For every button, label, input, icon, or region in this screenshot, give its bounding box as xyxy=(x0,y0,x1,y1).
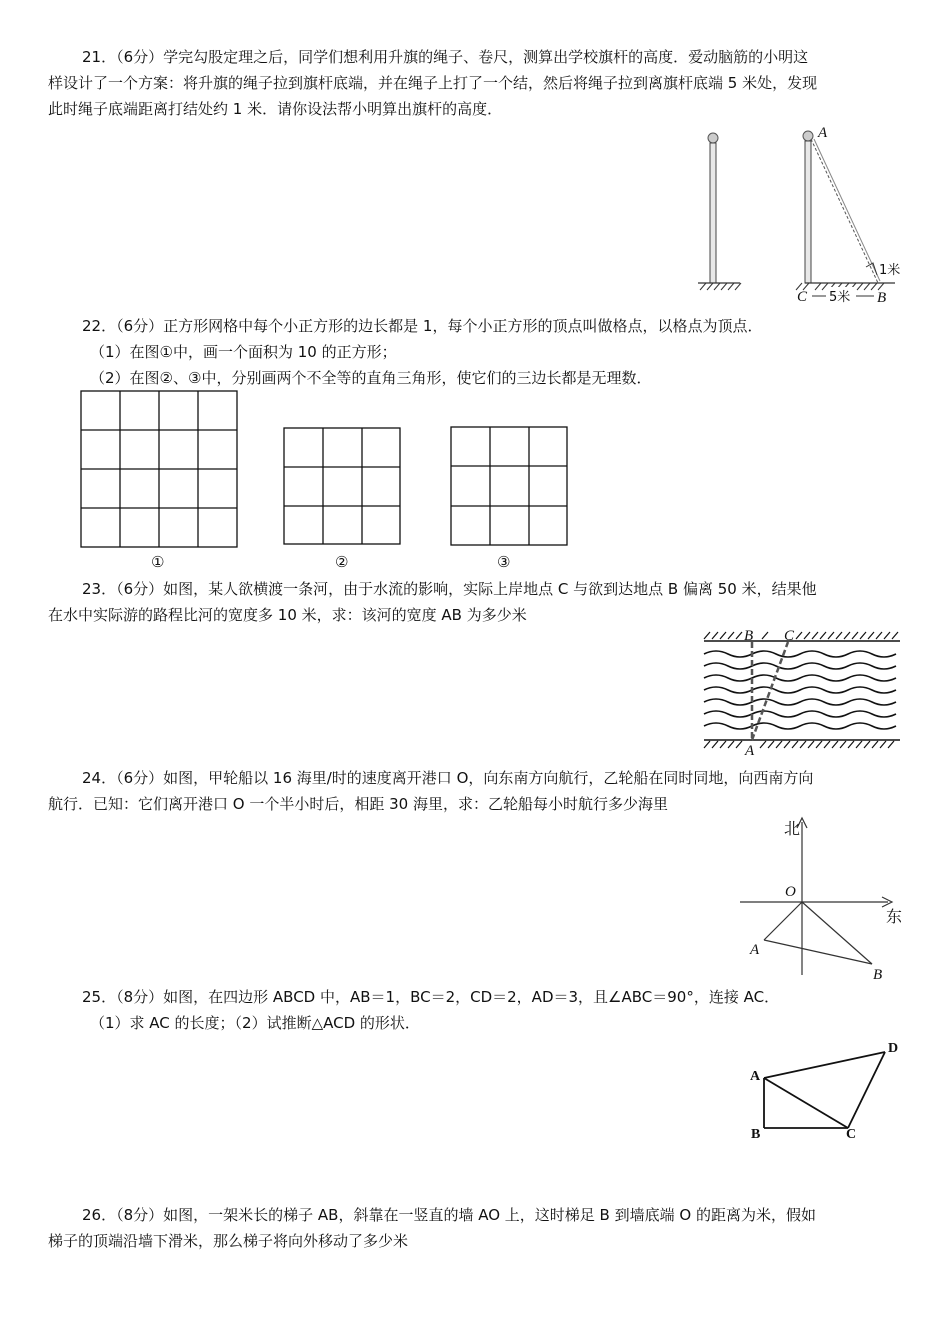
q21-line-3: 此时绳子底端距离打结处约 1 米．请你设法帮小明算出旗杆的高度． xyxy=(48,100,503,118)
q24-label-north: 北 xyxy=(784,819,801,838)
q21-label-c: C xyxy=(797,289,808,305)
q22-grid-2 xyxy=(283,427,403,547)
q23-line-2: 在水中实际游的路程比河的宽度多 10 米，求：该河的宽度 AB 为多少米 xyxy=(48,606,527,624)
q23-label-b: B xyxy=(744,628,754,644)
q25-line-2: （1）求 AC 的长度；（2）试推断△ACD 的形状． xyxy=(90,1014,420,1032)
q26-line-2: 梯子的顶端沿墙下滑米，那么梯子将向外移动了多少米 xyxy=(48,1232,409,1250)
q24-line-1: 24．（6分）如图，甲轮船以 16 海里/时的速度离开港口 O，向东南方向航行，乙轮船在同时同地，向西南方向 xyxy=(82,769,814,787)
q25-line-1: 25．（8分）如图，在四边形 ABCD 中，AB＝1，BC＝2，CD＝2，AD＝3，且∠ABC＝90°，连接 AC． xyxy=(82,988,780,1006)
q22-line-1: 22．（6分）正方形网格中每个小正方形的边长都是 1，每个小正方形的顶点叫做格点，以格点为顶点． xyxy=(82,317,763,335)
q22-grid-3 xyxy=(450,426,570,547)
q22-grid-label-2: ② xyxy=(335,553,349,571)
q25-quadrilateral-figure xyxy=(745,1036,910,1146)
q22-grid-label-1: ① xyxy=(151,553,165,571)
q21-label-5m: 5米 xyxy=(829,290,851,305)
q22-line-3: （2）在图②、③中，分别画两个不全等的直角三角形，使它们的三边长都是无理数． xyxy=(90,369,652,387)
q23-label-c: C xyxy=(784,628,795,644)
q21-label-b: B xyxy=(877,290,887,306)
q24-label-b: B xyxy=(873,967,883,983)
q21-label-a: A xyxy=(818,125,828,141)
q25-label-a: A xyxy=(750,1069,761,1084)
q24-label-o: O xyxy=(785,884,796,900)
q24-line-2: 航行．已知：它们离开港口 O 一个半小时后，相距 30 海里，求：乙轮船每小时航行多少海里 xyxy=(48,795,668,813)
q24-label-a: A xyxy=(750,942,760,958)
q22-grid-1 xyxy=(80,390,240,550)
q22-line-2: （1）在图①中，画一个面积为 10 的正方形； xyxy=(90,343,397,361)
q22-grid-label-3: ③ xyxy=(497,553,511,571)
q23-river-figure xyxy=(700,628,905,758)
q26-line-1: 26．（8分）如图，一架米长的梯子 AB，斜靠在一竖直的墙 AO 上，这时梯足 B 到墙底端 O 的距离为米，假如 xyxy=(82,1206,816,1224)
q24-compass-figure xyxy=(738,812,908,984)
q21-line-1: 21．（6分）学完勾股定理之后，同学们想利用升旗的绳子、卷尺，测算出学校旗杆的高度．爱动脑筋的小明这 xyxy=(82,48,809,66)
q21-line-2: 样设计了一个方案：将升旗的绳子拉到旗杆底端，并在绳子上打了一个结，然后将绳子拉到离旗杆底端 5 米处，发现 xyxy=(48,74,818,92)
q25-label-b: B xyxy=(751,1127,761,1142)
q23-label-a: A xyxy=(745,743,755,758)
q21-flagpole-figure xyxy=(690,125,910,310)
q23-line-1: 23．（6分）如图，某人欲横渡一条河，由于水流的影响，实际上岸地点 C 与欲到达地点 B 偏离 50 米，结果他 xyxy=(82,580,817,598)
q25-label-d: D xyxy=(888,1041,899,1056)
q21-label-1m: 1米 xyxy=(879,263,901,278)
q25-label-c: C xyxy=(846,1127,857,1142)
q24-label-east: 东 xyxy=(886,907,903,926)
